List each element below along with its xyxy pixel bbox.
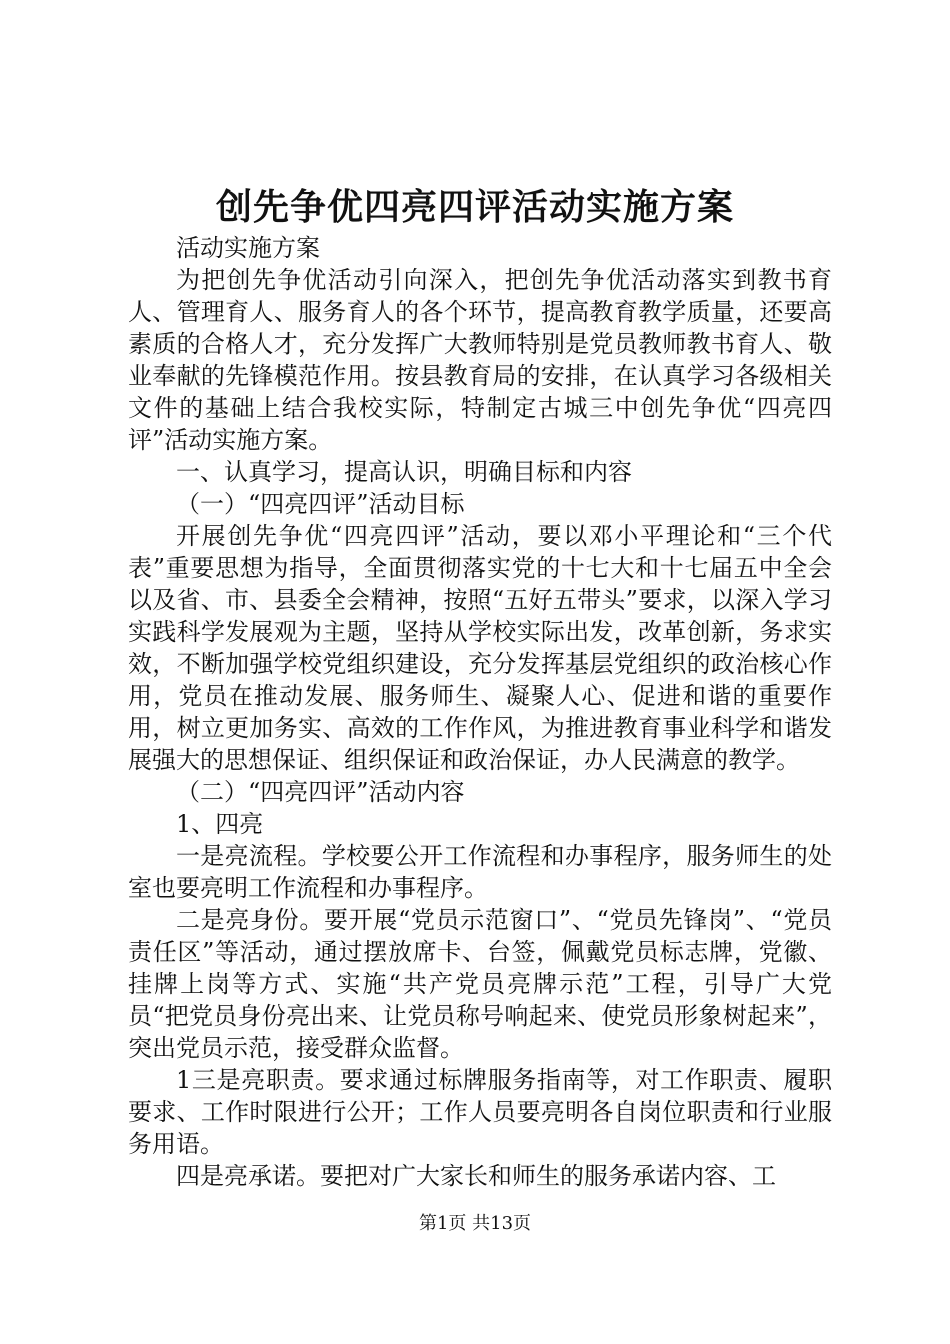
section-heading-1: 一、认真学习，提高认识，明确目标和内容 xyxy=(176,458,632,486)
paragraph-heading: 活动实施方案 xyxy=(176,234,320,262)
item-heading-four-highlights: 1、四亮 xyxy=(176,810,264,838)
page-footer: 第1页 共13页 xyxy=(418,1213,532,1234)
document-body xyxy=(128,232,832,1192)
paragraph-highlight-duties: 1三是亮职责。要求通过标牌服务指南等，对工作职责、履职要求、工作时限进行公开；工作人员要亮明各自岗位职责和行业服务用语。 xyxy=(128,1066,832,1158)
paragraph-highlight-promise: 四是亮承诺。要把对广大家长和师生的服务承诺内容、工 xyxy=(176,1162,776,1190)
subsection-heading-goal: （一）“四亮四评”活动目标 xyxy=(176,490,465,518)
paragraph-intro: 为把创先争优活动引向深入，把创先争优活动落实到教书育人、管理育人、服务育人的各个环节，提高教育教学质量，还要高素质的合格人才，充分发挥广大教师特别是党员教师教书育人、敬业奉献的先锋模范作用。按县教育局的安排，在认真学习各级相关文件的基础上结合我校实际，特制定古城三中创先争优“四亮四评”活动实施方案。 xyxy=(128,266,832,454)
subsection-heading-content: （二）“四亮四评”活动内容 xyxy=(176,778,465,806)
paragraph-highlight-process: 一是亮流程。学校要公开工作流程和办事程序，服务师生的处室也要亮明工作流程和办事程序。 xyxy=(128,842,832,902)
paragraph-highlight-identity: 二是亮身份。要开展“党员示范窗口”、“党员先锋岗”、“党员责任区”等活动，通过摆放席卡、台签，佩戴党员标志牌，党徽、挂牌上岗等方式、实施“共产党员亮牌示范”工程，引导广大党员“把党员身份亮出来、让党员称号响起来、使党员形象树起来”，突出党员示范，接受群众监督。 xyxy=(128,906,832,1062)
paragraph-goal: 开展创先争优“四亮四评”活动，要以邓小平理论和“三个代表”重要思想为指导，全面贯彻落实党的十七大和十七届五中全会以及省、市、县委全会精神，按照“五好五带头”要求，以深入学习实践科学发展观为主题，坚持从学校实际出发，改革创新，务求实效，不断加强学校党组织建设，充分发挥基层党组织的政治核心作用，党员在推动发展、服务师生、凝聚人心、促进和谐的重要作用，树立更加务实、高效的工作作风，为推进教育事业科学和谐发展强大的思想保证、组织保证和政治保证，办人民满意的教学。 xyxy=(128,522,832,774)
document-title: 创先争优四亮四评活动实施方案 xyxy=(215,186,734,228)
